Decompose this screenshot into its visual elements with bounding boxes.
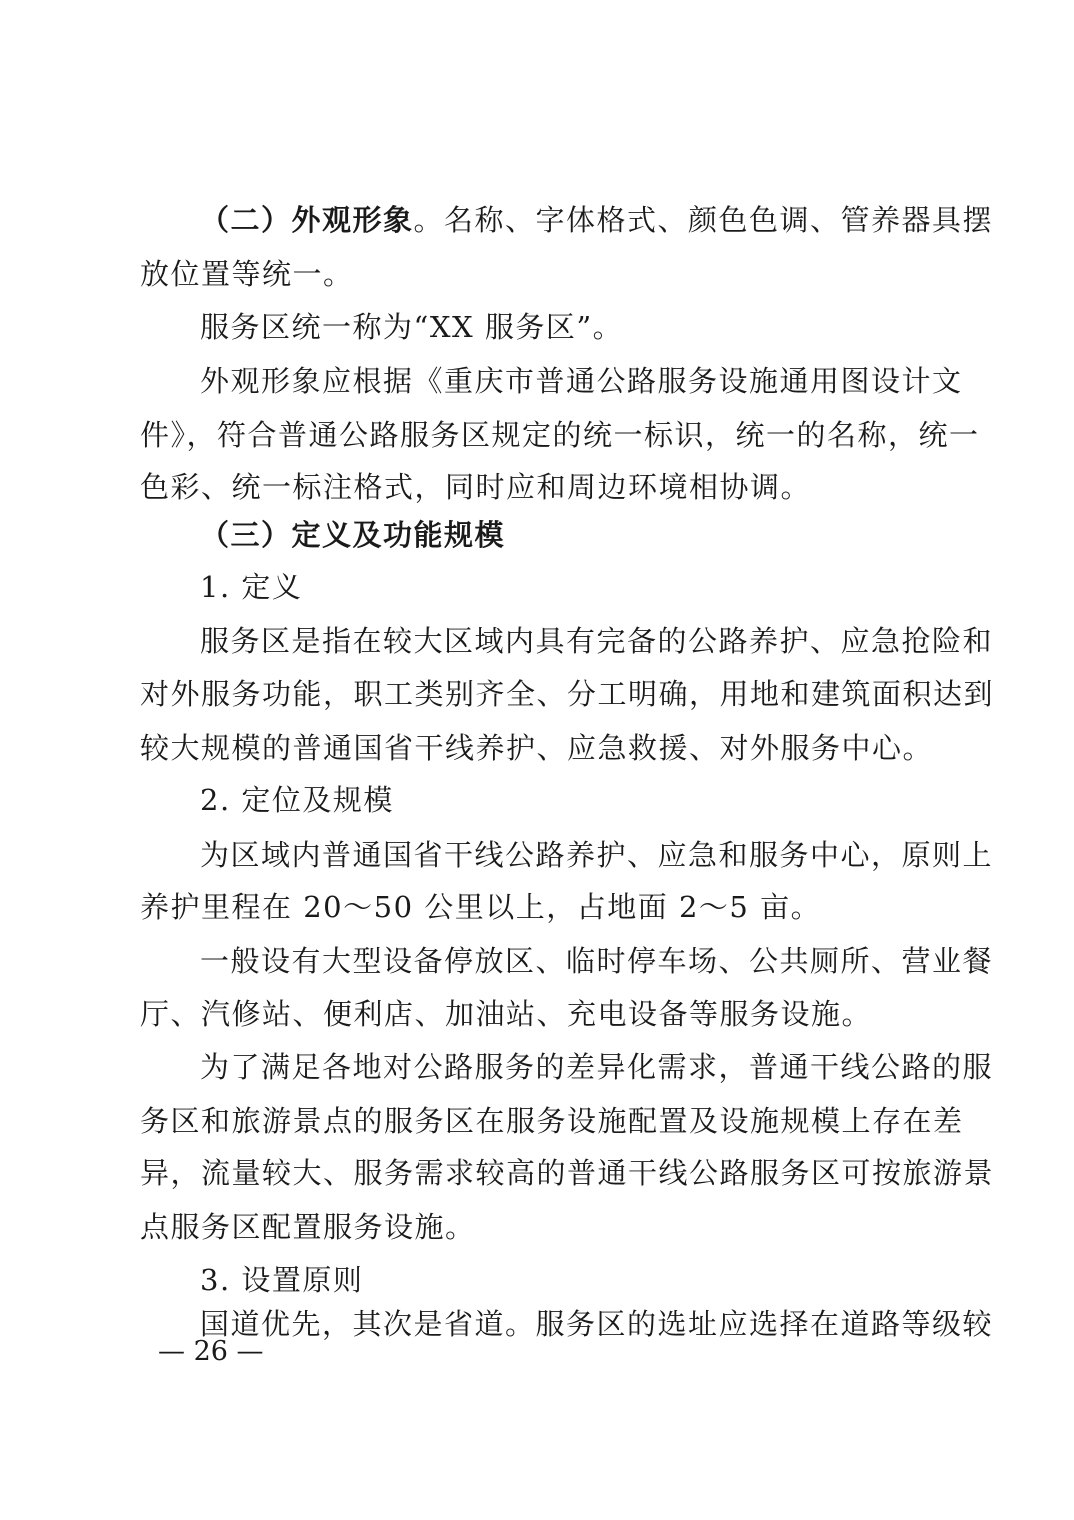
paragraph-line: 一般设有大型设备停放区、临时停车场、公共厕所、营业餐 [200, 944, 994, 978]
paragraph-line: 对外服务功能，职工类别齐全、分工明确，用地和建筑面积达到 [140, 677, 995, 711]
paragraph-line: 为区域内普通国省干线公路养护、应急和服务中心，原则上 [200, 838, 994, 872]
subheading-positioning-scale: 2. 定位及规模 [200, 783, 394, 817]
paragraph-line: 为了满足各地对公路服务的差异化需求，普通干线公路的服 [200, 1050, 994, 1084]
page-number: — 26 — [158, 1336, 264, 1367]
paragraph-line: 服务区是指在较大区域内具有完备的公路养护、应急抢险和 [200, 624, 994, 658]
paragraph-line: 点服务区配置服务设施。 [140, 1210, 476, 1244]
paragraph-line: 较大规模的普通国省干线养护、应急救援、对外服务中心。 [140, 731, 934, 765]
paragraph-line: 外观形象应根据《重庆市普通公路服务设施通用图设计文 [200, 364, 963, 398]
paragraph-line: 异，流量较大、服务需求较高的普通干线公路服务区可按旅游景 [140, 1156, 995, 1190]
paragraph-line: 国道优先，其次是省道。服务区的选址应选择在道路等级较 [200, 1307, 994, 1341]
heading-appearance-line [200, 200, 994, 240]
paragraph-line: 放位置等统一。 [140, 257, 354, 291]
paragraph-line: 件》，符合普通公路服务区规定的统一标识，统一的名称，统一 [140, 418, 980, 452]
paragraph-line: 养护里程在 20～50 公里以上，占地面 2～5 亩。 [140, 890, 822, 924]
subheading-definition: 1. 定义 [200, 570, 303, 604]
paragraph-text: 。名称、字体格式、颜色色调、管养器具摆 [413, 203, 994, 237]
subheading-setting-principles: 3. 设置原则 [200, 1263, 364, 1297]
paragraph-line: 务区和旅游景点的服务区在服务设施配置及设施规模上存在差 [140, 1104, 964, 1138]
paragraph-line: 色彩、统一标注格式，同时应和周边环境相协调。 [140, 470, 812, 504]
paragraph-line: 厅、汽修站、便利店、加油站、充电设备等服务设施。 [140, 997, 873, 1031]
heading-appearance: （二）外观形象 [200, 203, 414, 237]
paragraph-line: 服务区统一称为“XX 服务区”。 [200, 310, 624, 344]
heading-definition-scale: （三）定义及功能规模 [200, 518, 506, 552]
